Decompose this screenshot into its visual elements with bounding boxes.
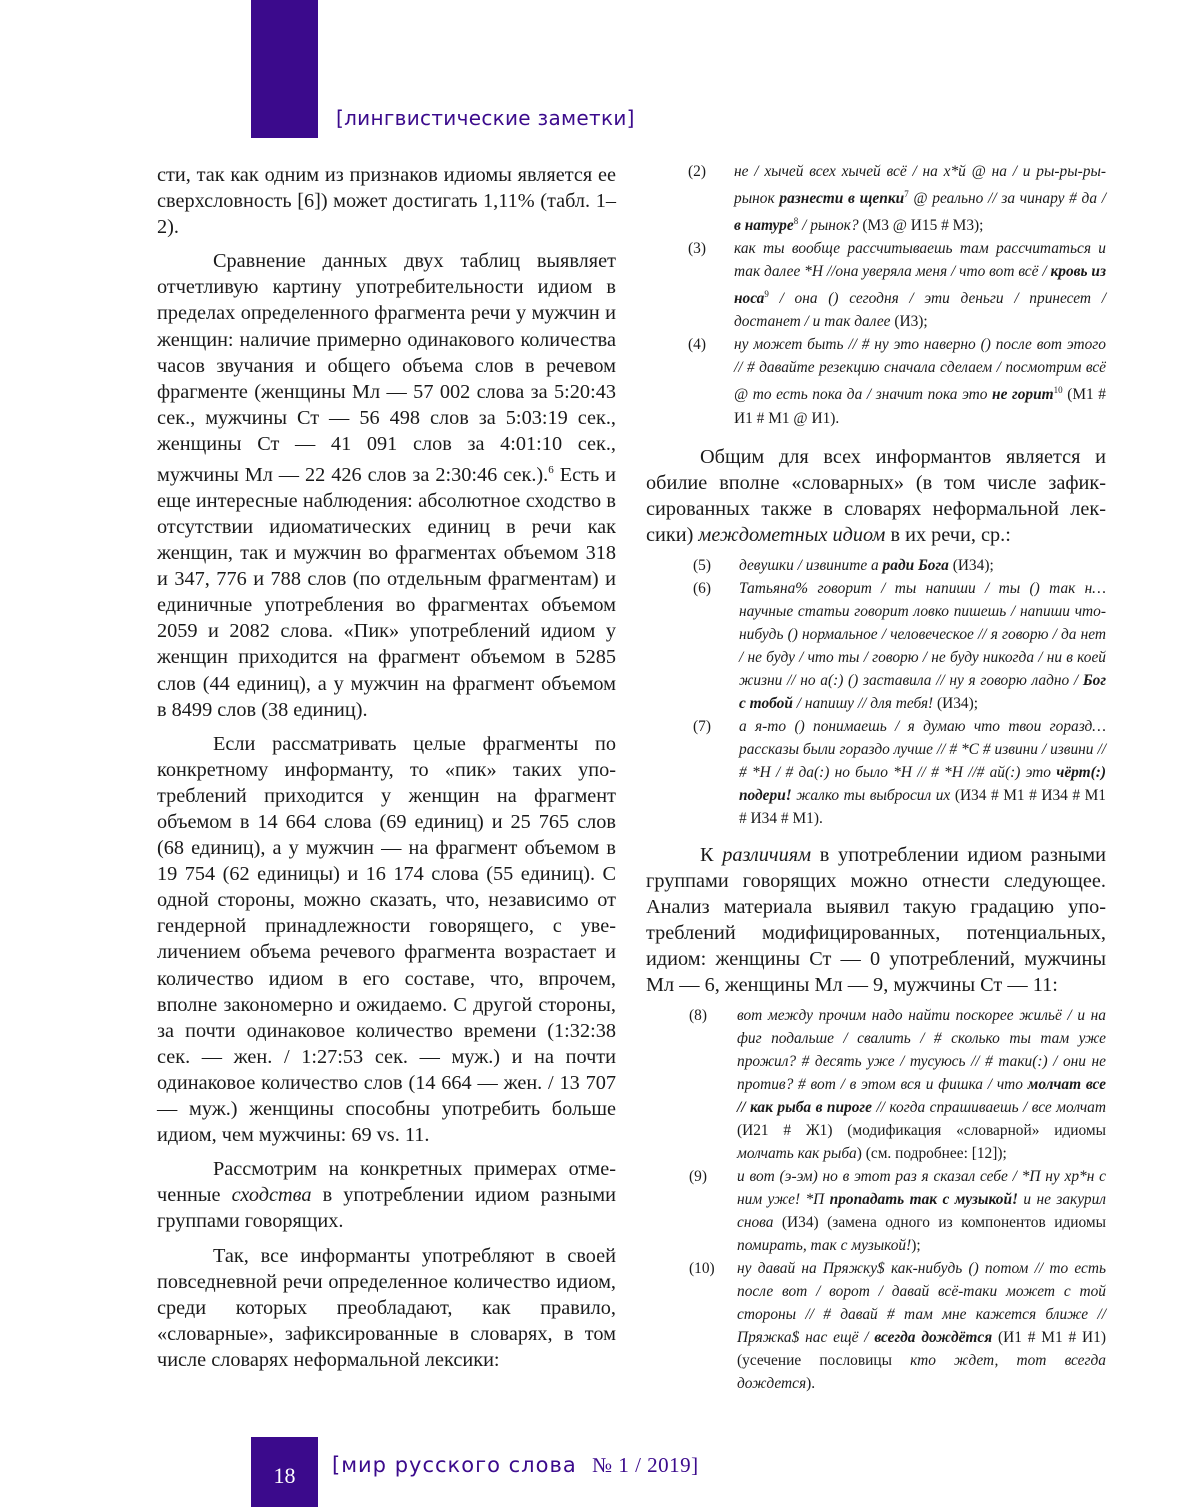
journal-title: [мир русского слова: [332, 1453, 577, 1477]
header-color-bar: [251, 0, 318, 138]
paragraph: К различиям в употреблении идиом разными группами говорящих можно отнести следующее. Анализ материала выявил такую градацию употреблений модифицированных, потенциальных, идиом: женщины Ст — 0 употреблений, мужчины Мл — 6, женщины Мл — 9, мужчины Ст — 11:: [646, 843, 1106, 997]
page-number: 18: [273, 1463, 296, 1488]
paragraph: сти, так как одним из признаков идиомы является ее сверхсловность [6]) может достигать 1,11% (табл. 1–2).: [157, 164, 616, 239]
example-group: [646, 1004, 1106, 1395]
example-group: [646, 160, 1106, 430]
paragraph: Рассмотрим на конкретных примерах отмеченные сходства в употреблении идиом разными группами говорящих.: [157, 1158, 616, 1233]
example-item: (5) девушки / извините а ради Бога (И34);: [693, 556, 994, 574]
paragraph: Сравнение данных двух таблиц выявляет отчетливую картину употребительности идиом в пределах определенного фрагмента речи у мужчин и женщин: наличие примерно одинакового количества часов звучания и общего объема слов в речевом фрагменте (женщины Мл — 57 002 слова за 5:20:43 сек., мужчины Ст — 56 498 слов за 5:03:19 сек., женщины Ст — 41 091 слов за 4:01:10 сек., мужчины Мл — 22 426 слов за 2:30:46 сек.).$^6$ Есть и еще интересные наблюдения: абсолютное сходство в отсутствии идиоматических единиц в речи как женщин, так и мужчин во фрагментах объемом 318 и 347, 776 и 788 слов (по отдельным фрагментам) и единичные употребления во фрагментах объемом 2059 и 2082 слова. «Пик» употреблений идиом у женщин приходится на фрагмент объемом в 5285 слов (44 единиц), а у мужчин на фрагмент объемом в 8499 слов (38 единиц).: [157, 250, 616, 721]
issue-number: № 1 / 2019]: [592, 1453, 699, 1477]
example-item: (4) ну может быть // # ну это наверно () после вот этого // # давайте резекцию сначала сделаем / посмотрим всё @ то есть пока да / значит пока это не горит$^{10}$ (М1 # И1 # М1 @ И1).: [688, 336, 1106, 427]
example-item: (6) Татьяна% говорит / ты напиши / ты () так н… научные статьи говорит ловко пишешь / напиши что-нибудь () нормальное / человеческое // я говорю / да нет / не буду / что ты / говорю / не буду никогда / ни в коей жизни // но а(:) () заставила // ну я говорю ладно / Бог с тобой / напишу // для тебя! (И34);: [693, 579, 1106, 712]
journal-footer: [332, 1453, 699, 1478]
example-item: (3) как ты вообще рассчитываешь там рассчитаться и так далее *Н //она уверяла меня / что вот всё / кровь из носа$^9$ / она () сегодня / эти деньги / принесет / достанет / и так далее (И3);: [688, 240, 1106, 331]
example-item: (9) и вот (э-эм) но в этот раз я сказал себе / *П ну хр*н с ним уже! *П пропадать так с музыкой! и не закурил снова (И34) (замена одного из компонентов идиомы помирать, так с музыкой!);: [689, 1168, 1106, 1255]
example-item: (10) ну давай на Пряжку$ как-нибудь () потом // то есть после вот / ворот / давай всё-таки может с той стороны // # давай # там мне кажется ближе // Пряжка$ нас ещё / всегда дождётся (И1 # М1 # И1) (усечение пословицы кто ждет, тот всегда дождется).: [689, 1260, 1106, 1393]
left-column: [157, 162, 616, 1381]
example-item: (2) не / хычей всех хычей всё / на х*й @ на / и ры-ры-ры-рынок разнести в щепки$^7$ @ реально // за чинару # да / в натуре$^8$ / рынок? (М3 @ И15 # М3);: [688, 163, 1107, 235]
footnote-ref: 6: [548, 464, 554, 477]
paragraph: Если рассматривать целые фрагменты по конкретному информанту, то «пик» таких употреблений приходится у женщин на фрагмент объемом в 14 664 слова (69 единиц) и 25 765 слов (68 единиц), а у мужчин — на фрагмент объемом в 19 754 (62 единицы) и 16 174 слова (55 единиц). С одной стороны, можно сказать, что, независимо от гендерной принадлежности говорящего, с увеличением объема речевого фрагмента возрастает и количество идиом в его составе, что, впрочем, вполне закономерно и ожидаемо. С другой стороны, за почти одинаковое количество времени (1:32:38 сек. — жен. / 1:27:53 сек. — муж.) и на почти одинаковое количество слов (14 664 — жен. / 13 707 — муж.) женщины способны употребить больше идиом, чем мужчины: 69 vs. 11.: [157, 732, 616, 1147]
right-column: [646, 160, 1106, 1395]
example-group: [646, 554, 1106, 830]
paragraph: Общим для всех информантов является и обилие вполне «словарных» (в том числе зафиксированных также в словарях неформальной лексики) междометных идиом в их речи, ср.:: [646, 445, 1106, 546]
example-item: (8) вот между прочим надо найти поскорее жильё / и на фиг подальше / свалить / # сколько ты там уже прожил? # десять уже / тусуюсь // # таки(:) / они не против? # вот / в этом вся и фишка / что молчат все // как рыба в пироге // когда спрашиваешь / все молчат (И21 # Ж1) (модификация «словарной» идиомы молчать как рыба) (см. подробнее: [12]);: [689, 1007, 1106, 1163]
section-header: [лингвистические заметки]: [336, 106, 635, 130]
paragraph: Так, все информанты употребляют в своей повседневной речи определенное количество идиом, среди которых преобладают, как правило, «словарные», зафиксированные в словарях, в том числе словарях неформальной лексики:: [157, 1244, 616, 1371]
example-item: (7) а я-то () понимаешь / я думаю что твои горазд… рассказы были гораздо лучше // # *С # извини / извини // # *Н / # да(:) но было *Н // # *Н //# ай(:) это чёрт(:) подери! жалко ты выбросил их (И34 # М1 # И34 # М1 # И34 # М1).: [693, 717, 1106, 827]
